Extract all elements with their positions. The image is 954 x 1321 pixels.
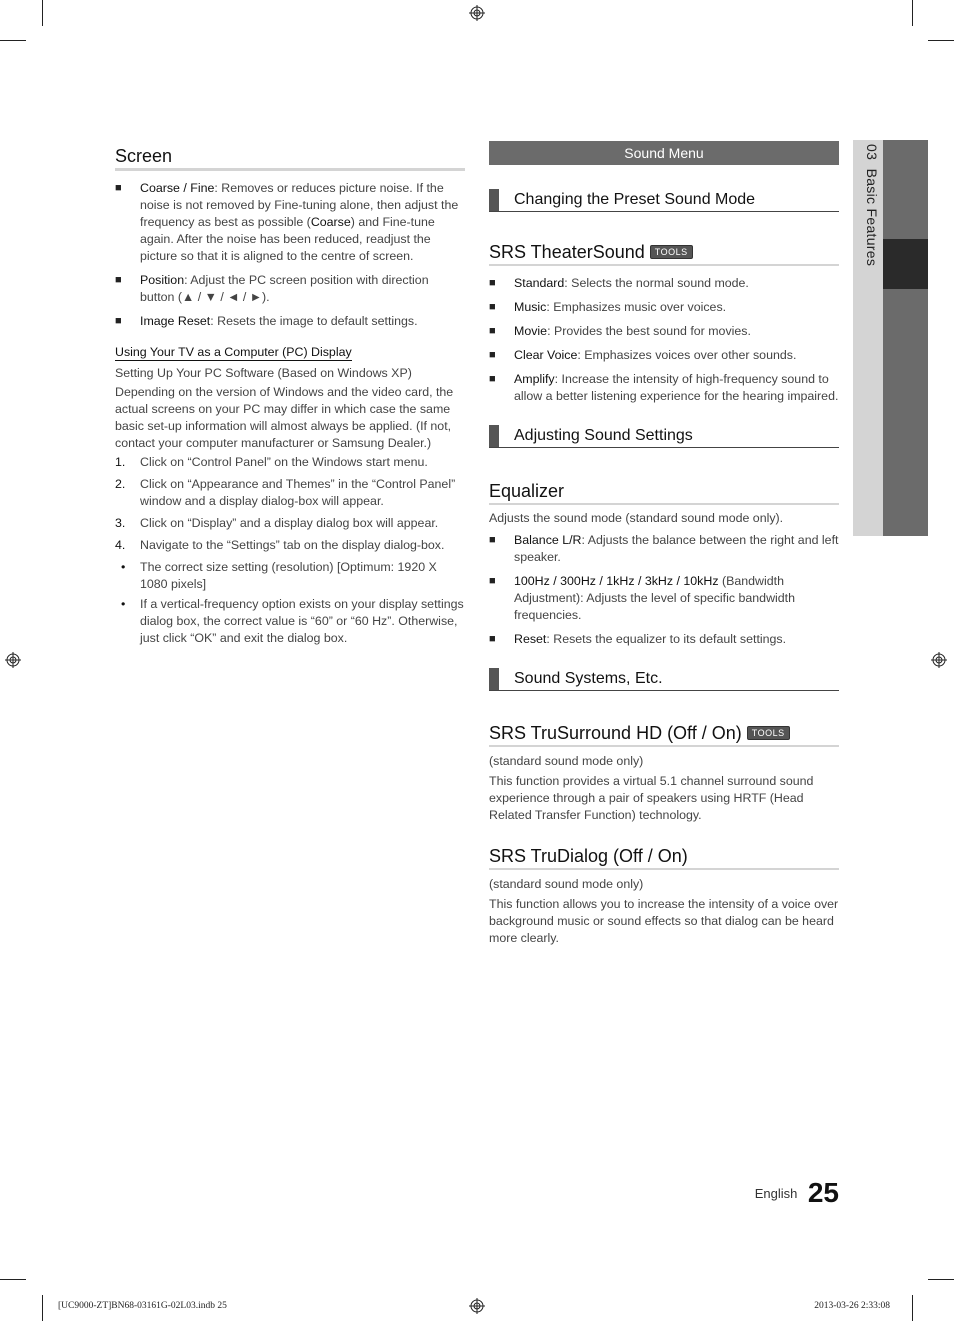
tools-icon: TOOLS <box>747 726 790 740</box>
pc-subheading: Setting Up Your PC Software (Based on Windows XP) <box>115 366 412 380</box>
crop-mark <box>912 1295 913 1321</box>
crop-mark <box>928 40 954 41</box>
registration-mark-icon <box>469 1298 485 1314</box>
equalizer-list <box>489 532 839 648</box>
screen-list <box>115 180 465 330</box>
list-item: 1. Click on “Control Panel” on the Windows start menu. <box>115 455 428 469</box>
tools-icon: TOOLS <box>650 245 693 259</box>
crop-mark <box>928 1279 954 1280</box>
list-item: 2. Click on “Appearance and Themes” in the “Control Panel” window and a display dialog-box will appear. <box>115 477 456 508</box>
trusurround-text: This function provides a virtual 5.1 channel surround sound experience through a pair of speakers using HRTF (Head Related Transfer Function) technology. <box>489 774 814 822</box>
file-info: [UC9000-ZT]BN68-03161G-02L03.indb 25 <box>58 1301 227 1311</box>
crop-mark <box>912 0 913 26</box>
menu-banner: Sound Menu <box>489 141 839 165</box>
trudialog-text: This function allows you to increase the intensity of a voice over background music or sound effects so that dialog can be heard more clearly. <box>489 897 839 945</box>
list-item: ■ Music: Emphasizes music over voices. <box>489 300 727 314</box>
date-info: 2013-03-26 2:33:08 <box>814 1301 890 1311</box>
side-tab-label: 03 Basic Features <box>864 144 880 267</box>
section-subheading: Sound Systems, Etc. <box>489 670 839 691</box>
side-tab-marker <box>883 239 928 289</box>
trudialog-note: (standard sound mode only) <box>489 877 644 891</box>
list-item: 3. Click on “Display” and a display dialog box will appear. <box>115 516 439 530</box>
list-item: ■ Movie: Provides the best sound for movies. <box>489 324 751 338</box>
list-item: ■ 100Hz / 300Hz / 1kHz / 3kHz / 10kHz (Bandwidth Adjustment): Adjusts the level of specific bandwidth frequencies. <box>489 574 796 622</box>
section-subheading: Adjusting Sound Settings <box>489 427 839 448</box>
srs-list <box>489 275 839 405</box>
left-column <box>115 146 465 647</box>
srs-trusurround-title: SRS TruSurround HD (Off / On) TOOLS <box>489 723 839 747</box>
page-number: 25 <box>807 1177 839 1208</box>
crop-mark <box>42 1295 43 1321</box>
footer-language: English <box>754 1186 798 1201</box>
list-item: ■ Coarse / Fine: Removes or reduces picture noise. If the noise is not removed by Fine-tuning alone, then adjust the frequency as best as possible (Coarse) and Fine-tune again. After the noise has been reduced, readjust the picture so that it is aligned to the centre of screen. <box>115 181 459 263</box>
right-column <box>489 141 839 947</box>
crop-mark <box>0 40 26 41</box>
trusurround-note: (standard sound mode only) <box>489 754 644 768</box>
pc-intro: Depending on the version of Windows and the video card, the actual screens on your PC may differ in which case the same basic set-up information will almost always be applied. (If not, contact your computer manufacturer or Samsung Dealer.) <box>115 385 454 450</box>
list-item: ■ Reset: Resets the equalizer to its default settings. <box>489 632 787 646</box>
list-item: ■ Image Reset: Resets the image to default settings. <box>115 314 418 328</box>
pc-heading: Using Your TV as a Computer (PC) Display <box>115 345 352 359</box>
list-item: • If a vertical-frequency option exists on your display settings dialog box, the correct value is “60” or “60 Hz”. Otherwise, just click “OK” and exit the dialog box. <box>121 597 464 645</box>
registration-mark-icon <box>469 5 485 21</box>
registration-mark-icon <box>931 652 947 668</box>
srs-theatersound-title: SRS TheaterSound TOOLS <box>489 242 839 266</box>
crop-mark <box>42 0 43 26</box>
side-tab <box>853 140 883 536</box>
list-item: ■ Balance L/R: Adjusts the balance between the right and left speaker. <box>489 533 839 564</box>
section-subheading: Changing the Preset Sound Mode <box>489 191 839 212</box>
srs-trudialog-title: SRS TruDialog (Off / On) <box>489 846 839 870</box>
screen-title: Screen <box>115 146 465 171</box>
page-footer <box>700 1177 839 1209</box>
equalizer-intro: Adjusts the sound mode (standard sound mode only). <box>489 511 784 525</box>
registration-mark-icon <box>5 652 21 668</box>
list-item: ■ Amplify: Increase the intensity of high-frequency sound to allow a better listening experience for the hearing impaired. <box>489 372 839 403</box>
crop-mark <box>0 1279 26 1280</box>
list-item: ■ Clear Voice: Emphasizes voices over other sounds. <box>489 348 797 362</box>
equalizer-title: Equalizer <box>489 481 839 505</box>
list-item: • The correct size setting (resolution) [Optimum: 1920 X 1080 pixels] <box>121 560 437 591</box>
list-item: ■ Standard: Selects the normal sound mode. <box>489 276 749 290</box>
list-item: 4. Navigate to the “Settings” tab on the display dialog-box. <box>115 538 445 552</box>
list-item: ■ Position: Adjust the PC screen position with direction button (▲ / ▼ / ◄ / ►). <box>115 273 429 304</box>
side-tab-strip <box>883 140 928 536</box>
steps-list <box>115 454 465 647</box>
